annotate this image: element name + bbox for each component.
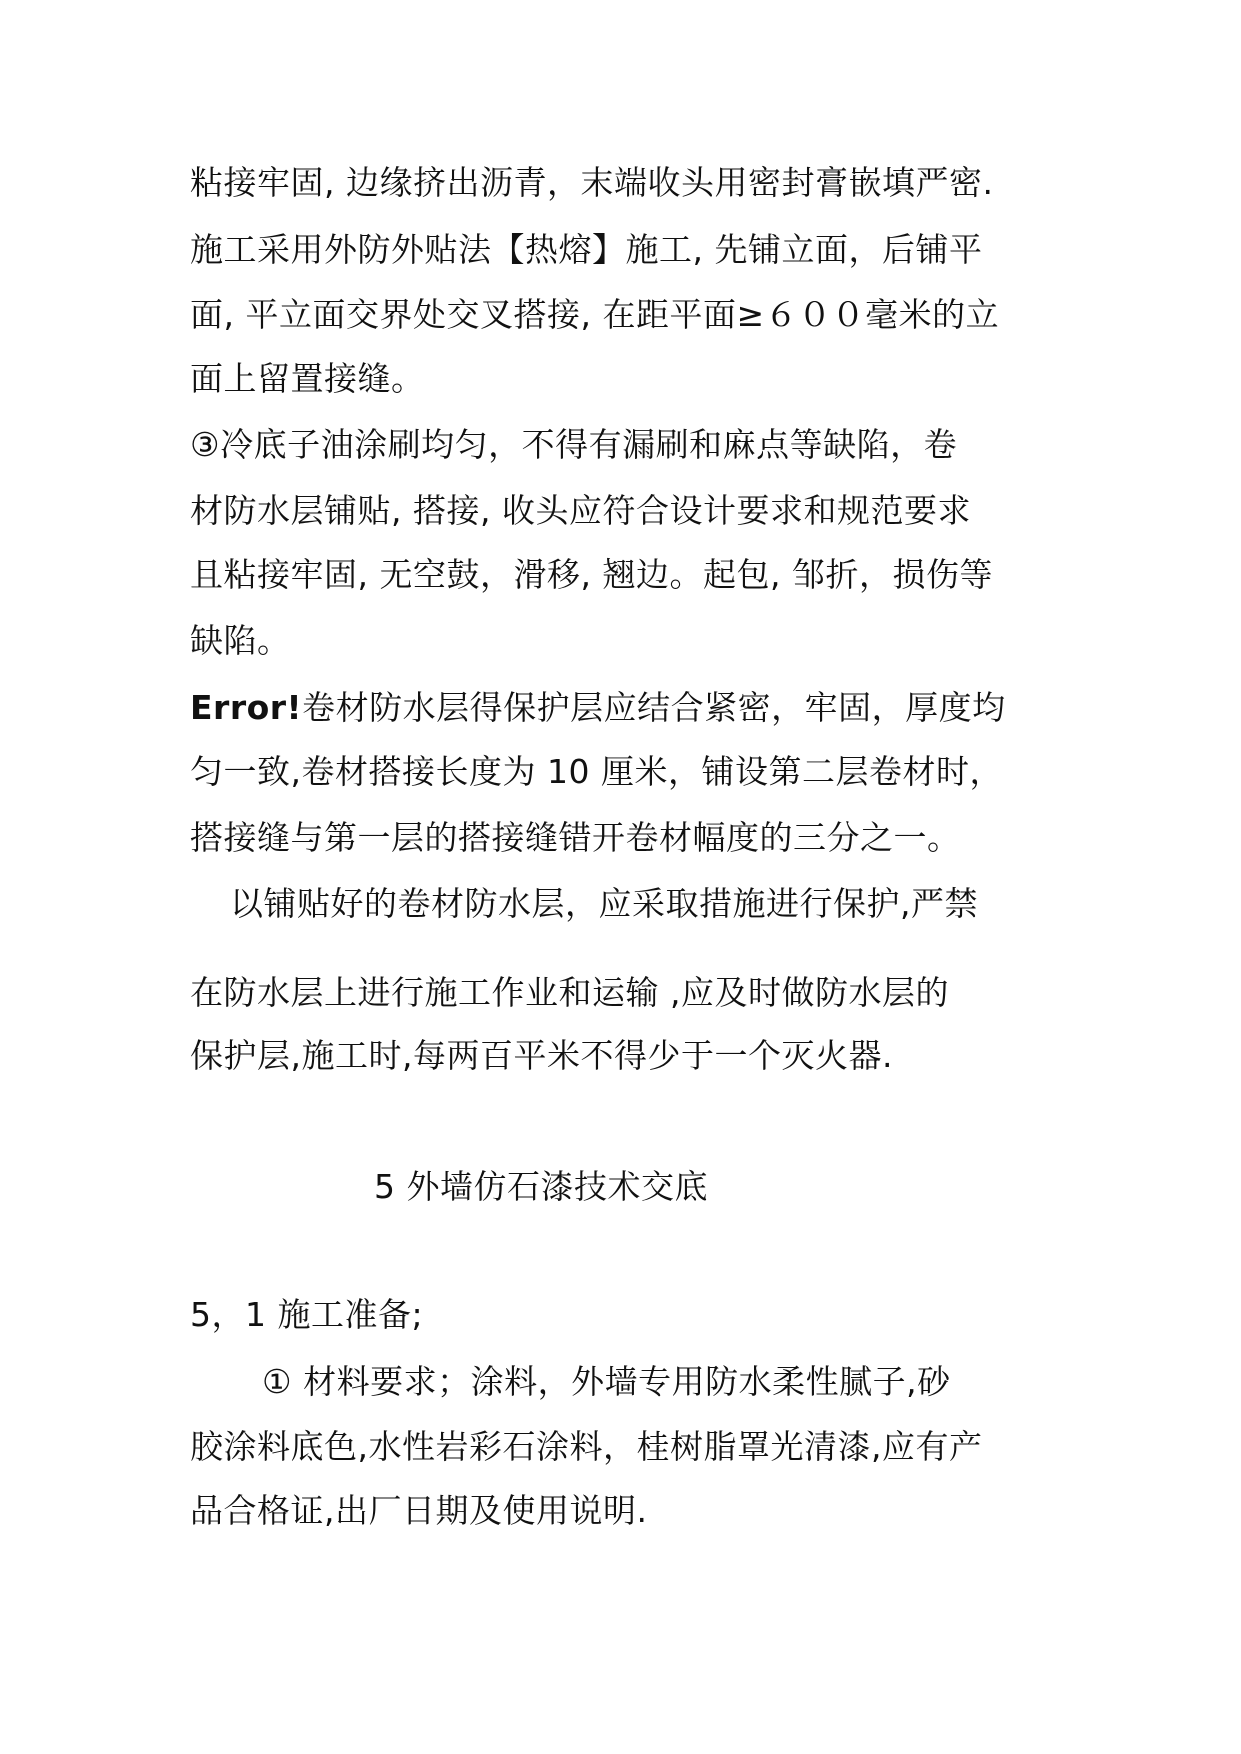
- body-text-line: ③冷底子油涂刷均匀，不得有漏刷和麻点等缺陷，卷: [190, 425, 958, 464]
- body-text-line: 面, 平立面交界处交叉搭接, 在距平面≥６００毫米的立: [190, 295, 1000, 334]
- body-text-line: 匀一致,卷材搭接长度为 10 厘米，铺设第二层卷材时，: [190, 752, 1003, 791]
- error-label: Error!: [190, 688, 303, 727]
- section-heading: 5 外墙仿石漆技术交底: [374, 1167, 708, 1206]
- body-text-line: 施工采用外防外贴法【热熔】施工, 先铺立面，后铺平: [190, 230, 983, 269]
- body-text-line: 面上留置接缝。: [190, 359, 425, 398]
- subsection-heading: 5，1 施工准备;: [190, 1295, 424, 1334]
- body-text-fragment: 卷材防水层得保护层应结合紧密，牢固，厚度均: [302, 688, 1006, 727]
- body-text-line: 缺陷。: [190, 621, 291, 660]
- body-text-line: 且粘接牢固, 无空鼓，滑移, 翘边。起包, 邹折，损伤等: [190, 555, 993, 594]
- body-text-line: 在防水层上进行施工作业和运输 ,应及时做防水层的: [190, 973, 949, 1012]
- error-paragraph-line: [190, 688, 1006, 728]
- body-text-line: 胶涂料底色,水性岩彩石涂料，桂树脂罩光清漆,应有产: [190, 1427, 983, 1466]
- body-text-line: ① 材料要求；涂料，外墙专用防水柔性腻子,砂: [262, 1362, 951, 1401]
- body-text-line: 以铺贴好的卷材防水层，应采取措施进行保护,严禁: [230, 884, 978, 923]
- body-text-line: 材防水层铺贴, 搭接, 收头应符合设计要求和规范要求: [190, 491, 971, 530]
- body-text-line: 搭接缝与第一层的搭接缝错开卷材幅度的三分之一。: [190, 818, 961, 857]
- body-text-line: 粘接牢固, 边缘挤出沥青，末端收头用密封膏嵌填严密.: [190, 163, 994, 202]
- body-text-line: 保护层,施工时,每两百平米不得少于一个灭火器.: [190, 1036, 893, 1075]
- body-text-line: 品合格证,出厂日期及使用说明.: [190, 1491, 648, 1530]
